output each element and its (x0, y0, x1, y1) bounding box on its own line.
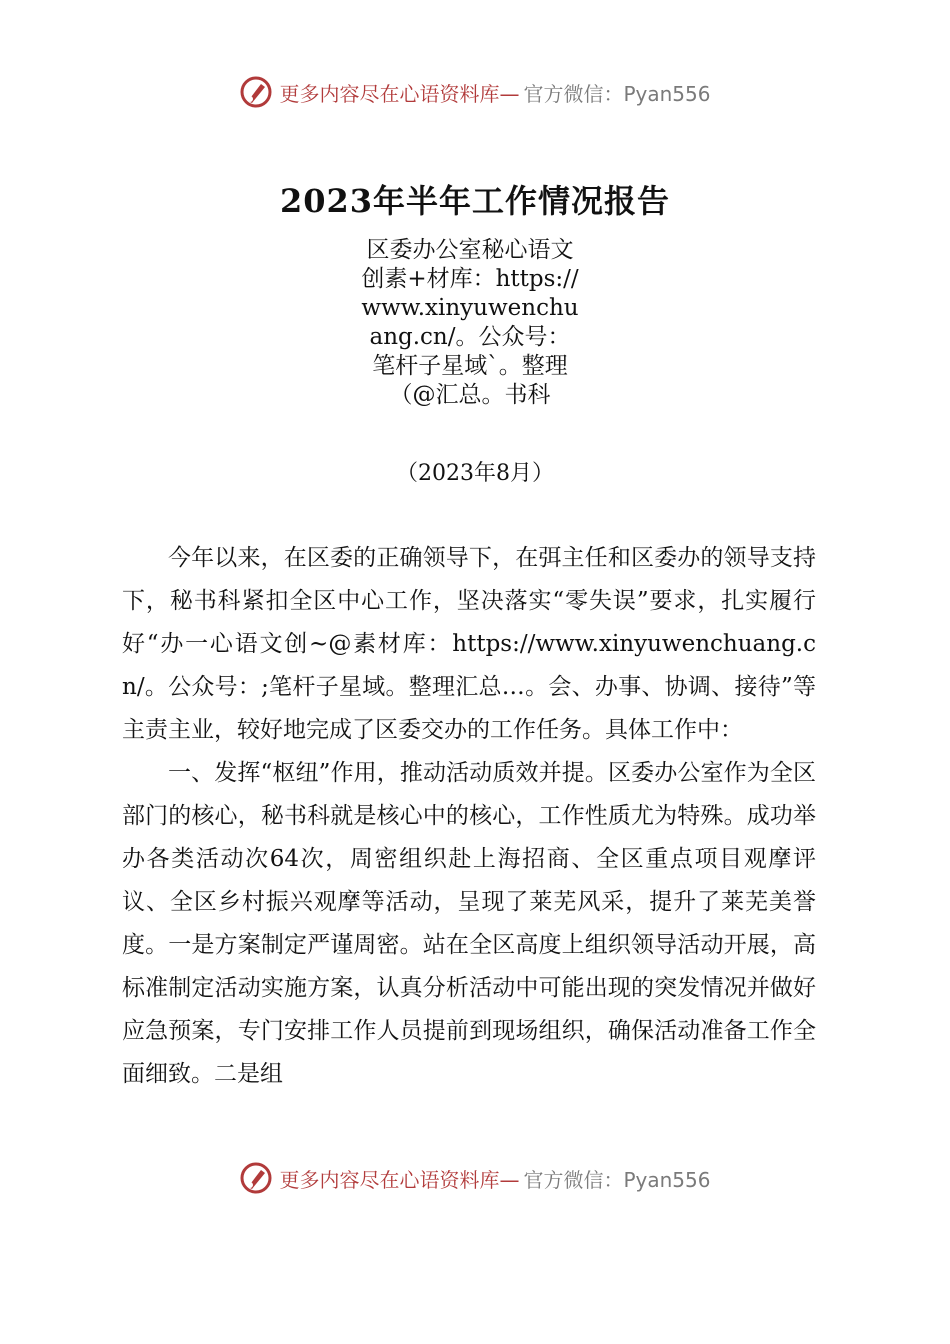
document-body (122, 537, 816, 1096)
paragraph: 今年以来，在区委的正确领导下，在弭主任和区委办的领导支持下，秘书科紧扣全区中心工作，坚决落实“零失误”要求，扎实履行好“办一心语文创~@素材库：https://www.xinyuwenchuang.cn/。公众号：;笔杆子星域。整理汇总…。会、办事、协调、接待”等主责主业，较好地完成了区委交办的工作任务。具体工作中： (122, 545, 816, 743)
document-date: （2023年8月） (396, 461, 554, 486)
document-author: 区委办公室秘心语文创素+材库：https://www.xinyuwenchuang.cn/。公众号：笔杆子星域`。整理（@汇总。书科 (361, 237, 579, 408)
pen-seal-logo-icon (239, 1161, 273, 1195)
header-banner (0, 72, 950, 112)
pen-seal-logo-icon (239, 75, 273, 109)
header-banner-contact: 官方微信：Pyan556 (523, 81, 711, 106)
document-title: 2023年半年工作情况报告 (279, 182, 671, 220)
footer-banner (0, 1158, 950, 1198)
footer-banner-text: 更多内容尽在心语资料库— (279, 1167, 520, 1192)
footer-banner-contact: 官方微信：Pyan556 (523, 1167, 711, 1192)
header-banner-text: 更多内容尽在心语资料库— (279, 81, 520, 106)
paragraph: 一、发挥“枢纽”作用，推动活动质效并提。区委办公室作为全区部门的核心，秘书科就是核心中的核心，工作性质尤为特殊。成功举办各类活动次64次，周密组织赴上海招商、全区重点项目观摩评议、全区乡村振兴观摩等活动，呈现了莱芜风采，提升了莱芜美誉度。一是方案制定严谨周密。站在全区高度上组织领导活动开展，高标准制定活动实施方案，认真分析活动中可能出现的突发情况并做好应急预案，专门安排工作人员提前到现场组织，确保活动准备工作全面细致。二是组 (122, 760, 816, 1087)
